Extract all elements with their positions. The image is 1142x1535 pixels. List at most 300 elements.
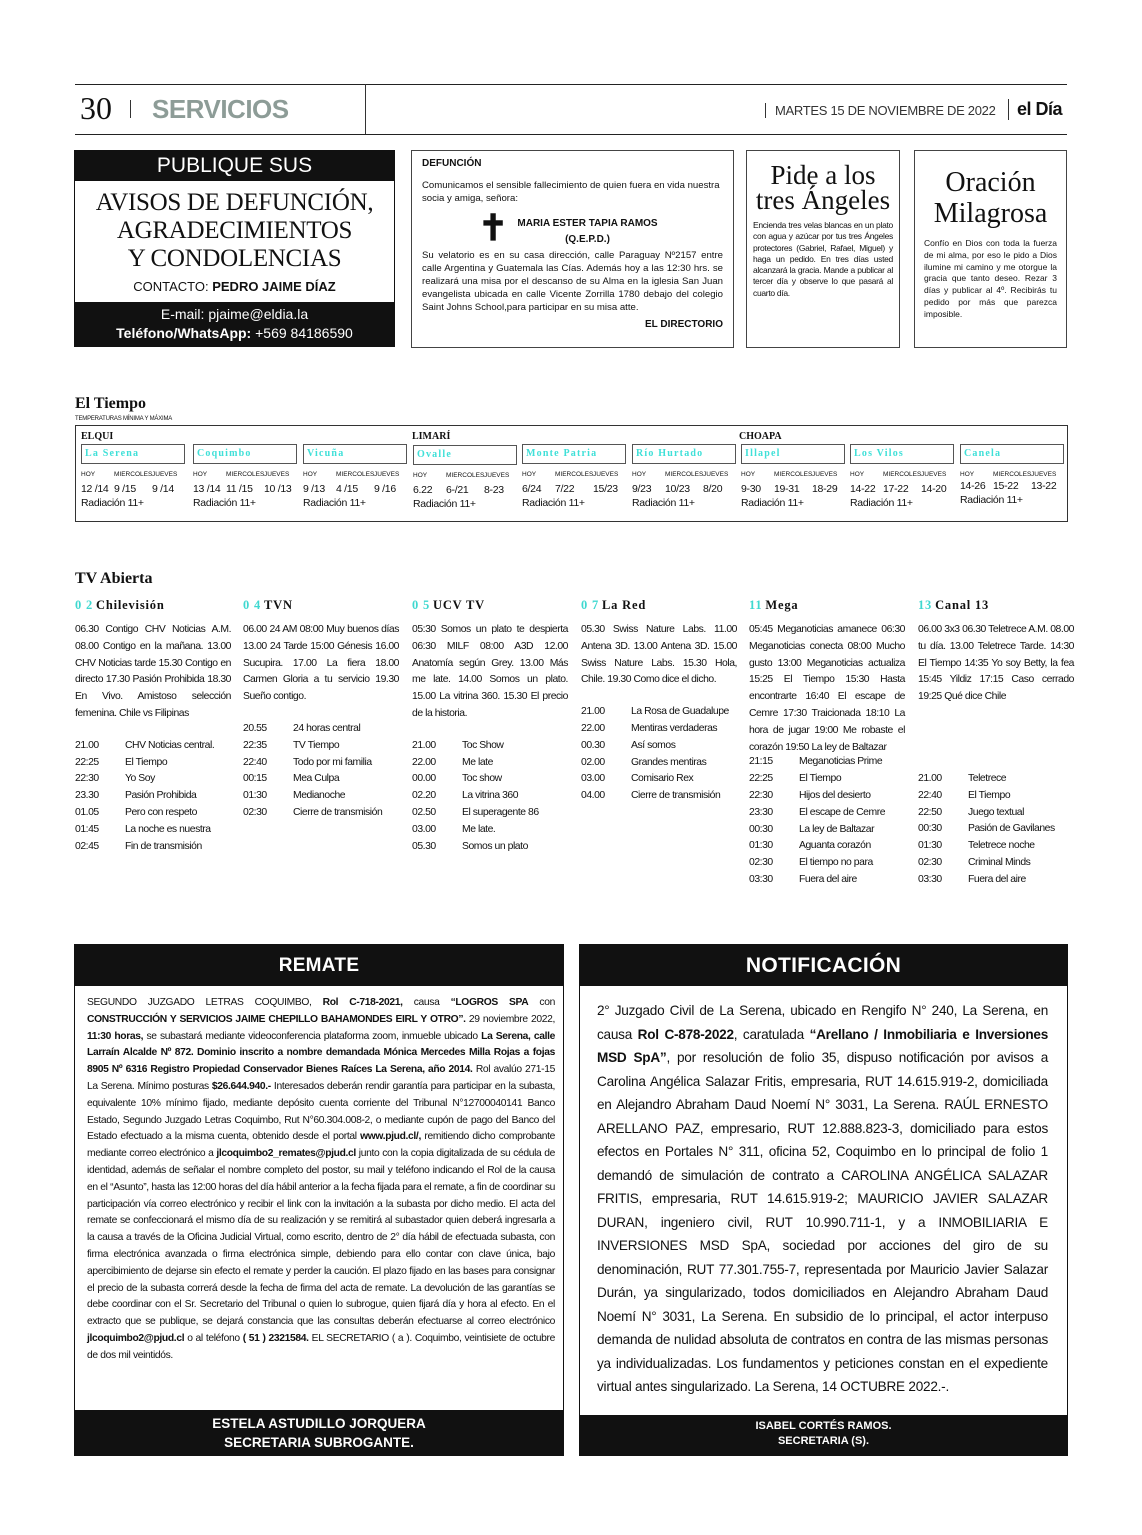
temp-miercoles: 7/22: [555, 483, 575, 495]
day-label: MIERCOLES: [665, 471, 704, 478]
schedule-row: [75, 807, 214, 824]
temp-jueves: 8-23: [484, 484, 504, 496]
body-text: se subastará mediante videoconferencia plataforma zoom, inmueble ubicado: [143, 1030, 482, 1042]
tv-channel: [918, 598, 1074, 891]
show-time: 01:30: [918, 840, 942, 852]
schedule-row: [581, 706, 729, 723]
temp-hoy: 13 /14: [193, 483, 221, 495]
schedule-row: [243, 757, 382, 774]
show-title: Aguanta corazón: [799, 840, 871, 852]
remate-signature: [75, 1410, 563, 1455]
radiation: Radiación 11+: [413, 498, 476, 510]
show-title: Medianoche: [293, 790, 346, 802]
schedule-row: [75, 841, 214, 858]
body-text: junto con la copia digitalizada de su cédula de identidad, además de señalar el nombre completo del postor, su mail y teléfono indicando el Rol de la causa en el “Asunto”, hasta las 12:00 horas del día hábil anterior a la fecha fijada para el remate, a fin de coordinar su participación vía correo electrónico y recibir el link con la invitación a la subasta por dicho medio. El acta del remate se confeccionará el mismo día de su realización y se remitirá al subastador quien deberá ingresarla a la causa a través de la Oficina Judicial Virtual, como escrito, dentro de 2° día hábil de efectuada subasta, con firma electrónica avanzada o firma electrónica simple, debiendo para ello contar con clave única, bajo apercibimiento de dejarse sin efecto el remate y perder la caución. El plazo fijado en las bases para consignar el precio de la subasta correrá desde la fecha de firma del acta de remate. La devolución de las garantías se debe coordinar con el Sr. Secretario del Tribunal o quien lo subrogue, quien fijará día y hora al efecto. En el extracto que se publique, se dejará constancia que las consultas deberán efectuarse al correo electrónico: [87, 1148, 556, 1328]
temp-hoy: 6/24: [522, 483, 542, 495]
show-title: El Tiempo: [968, 789, 1011, 801]
city-name: Illapel: [741, 444, 845, 464]
schedule-row: [412, 740, 539, 757]
show-title: Fin de transmisión: [125, 840, 202, 852]
schedule-row: [581, 773, 729, 790]
weather-city: [960, 444, 1064, 506]
defuncion-signature: EL DIRECTORIO: [645, 319, 723, 330]
day-labels: [522, 471, 626, 478]
channel-name: TVN: [264, 598, 293, 612]
schedule-row: [75, 824, 214, 841]
day-labels: [850, 471, 954, 478]
day-label: JUEVES: [812, 471, 838, 478]
day-label: MIERCOLES: [555, 471, 594, 478]
temp-miercoles: 4 /15: [336, 483, 358, 495]
city-name: Canela: [960, 444, 1064, 464]
body-text: 11:30 horas,: [87, 1030, 144, 1042]
show-title: Criminal Minds: [968, 856, 1031, 868]
show-title: Meganoticias Prime: [799, 756, 883, 768]
channel-description: 05:30 Somos un plato te despierta 06:30 MILF 08:00 A3D 12.00 Anatomía según Grey. 13.00 Más me late. 14.00 Somos un plato. 15.00 La vitrina 360. 15.30 El precio de la historia.: [412, 624, 568, 719]
day-label: MIERCOLES: [114, 471, 153, 478]
channel-header: [918, 598, 1074, 622]
defuncion-notice: [411, 150, 734, 348]
channel-name: UCV TV: [433, 598, 485, 612]
channel-header: [412, 598, 568, 622]
body-text: causa: [402, 997, 451, 1008]
schedule-row: [581, 790, 729, 807]
schedule-row: [412, 757, 539, 774]
show-title: Teletrece noche: [968, 840, 1035, 852]
show-time: 22.00: [412, 756, 436, 768]
angeles-body: Encienda tres velas blancas en un plato con agua y azúcar por tus tres Ángeles protectores (Gabriel, Rafael, Miguel) y haga un pedido. En tres días usted alcanzará la gracia. Mande a publicar al tercer día y observe lo que pasará al cuarto día.: [753, 220, 893, 298]
temp-hoy: 12 /14: [81, 483, 109, 495]
cross-icon: ✝: [478, 207, 509, 248]
remate-heading: REMATE: [75, 945, 563, 986]
show-time: 00.00: [412, 773, 436, 785]
show-time: 21.00: [581, 706, 605, 718]
show-title: La noche es nuestra: [125, 823, 211, 835]
show-title: Toc Show: [462, 739, 504, 751]
weather-city: [81, 444, 185, 509]
body-text: 2° Juzgado Civil de La Serena, ubicado en Rengifo N° 240, La Serena, en causa: [597, 1003, 1048, 1042]
channel-number: 0 7: [581, 598, 600, 612]
body-text: jlcoquimbo2_remates@pjud.cl: [216, 1148, 356, 1160]
show-time: 21.00: [918, 772, 942, 784]
temperatures: [413, 484, 517, 496]
temp-jueves: 13-22: [1031, 480, 1057, 492]
show-time: 02.00: [581, 756, 605, 768]
show-time: 21:15: [749, 756, 773, 768]
channel-number: 13: [918, 598, 933, 612]
body-text: ( 51 ) 2321584.: [242, 1332, 309, 1344]
schedule-row: [75, 773, 214, 790]
weather-city: [522, 444, 626, 509]
phone-number: +569 84186590: [255, 325, 353, 341]
contact-name: PEDRO JAIME DÍAZ: [212, 279, 336, 294]
show-time: 22:50: [918, 806, 942, 818]
body-text: remitiendo dicho comprobante mediante correo electrónico a: [87, 1131, 555, 1160]
show-title: Grandes mentiras: [631, 756, 707, 768]
weather-city: [850, 444, 954, 509]
publique-footer: [75, 302, 394, 346]
temp-hoy: 9-30: [741, 483, 761, 495]
temperatures: [81, 483, 185, 495]
defuncion-body: Su velatorio es en su casa dirección, calle Paraguay Nº2157 entre calle Argentina y Guatemala las Cías. Además hoy a las 12:30 hrs. se realizará una misa por el descanso de su Alma en la iglesia San Juan evangelista ubicada en calle Vicente Zorrilla 1780 debajo del colegio Saint Johns School,para participar en su misa atte.: [422, 250, 723, 313]
channel-number: 0 4: [243, 598, 262, 612]
temp-miercoles: 11 /15: [226, 483, 253, 495]
day-labels: [193, 471, 297, 478]
show-title: Pasión Prohibida: [125, 790, 197, 802]
city-name: Coquimbo: [193, 444, 297, 464]
weather-city: [632, 444, 736, 509]
body-text: SEGUNDO JUZGADO LETRAS COQUIMBO,: [87, 997, 323, 1008]
signature-name: ESTELA ASTUDILLO JORQUERA: [212, 1416, 426, 1431]
show-title: Hijos del desierto: [799, 789, 871, 801]
body-text: EL SECRETARIO ( a ). Coquimbo, veintisiete de octubre de dos mil veintidós.: [87, 1332, 556, 1361]
temperatures: [303, 483, 407, 495]
show-time: 01:30: [749, 840, 773, 852]
city-name: Vicuña: [303, 444, 407, 464]
day-labels: [632, 471, 736, 478]
day-label: MIERCOLES: [226, 471, 265, 478]
region-label: CHOAPA: [739, 431, 782, 442]
weather-title: El Tiempo: [75, 395, 146, 412]
channel-description: 06.00 3x3 06.30 Teletrece A.M. 08.00 tu día. 13.00 Teletrece Tarde. 14:30 El Tiempo 14:35 Yo soy Betty, la fea 15:45 Yildiz 17:15 Caso cerrado 19:25 Qué dice Chile: [918, 624, 1074, 703]
show-title: El Tiempo: [799, 773, 842, 785]
channel-header: [581, 598, 737, 622]
temp-miercoles: 15-22: [993, 480, 1019, 492]
show-title: Cierre de transmisión: [293, 806, 383, 818]
show-time: 22:30: [75, 773, 99, 785]
day-labels: [303, 471, 407, 478]
temp-jueves: 9 /14: [152, 483, 174, 495]
show-time: 03.00: [581, 773, 605, 785]
section-title: SERVICIOS: [152, 94, 289, 124]
radiation: Radiación 11+: [522, 497, 585, 509]
temp-miercoles: 9 /15: [114, 483, 136, 495]
radiation: Radiación 11+: [741, 497, 804, 509]
day-label: MIERCOLES: [774, 471, 813, 478]
show-time: 22:30: [749, 789, 773, 801]
temp-jueves: 18-29: [812, 483, 838, 495]
divider: [365, 84, 366, 134]
temperatures: [960, 480, 1064, 492]
show-title: Cierre de transmisión: [631, 790, 721, 802]
radiation: Radiación 11+: [632, 497, 695, 509]
channel-description: 05:45 Meganoticias amanece 06:30 Meganoticias conecta 08:00 Mucho gusto 13:00 Meganoticias actualiza 15:25 El Tiempo 15:30 Hasta encontrarte 16:40 El escape de Cemre 17:30 Traicionada 18:10 La hora de jugar 19:00 Me robaste el corazón 19:50 La ley de Baltazar: [749, 624, 905, 753]
schedule-row: [412, 841, 539, 858]
channel-name: Chilevisión: [96, 598, 165, 612]
temp-miercoles: 19-31: [774, 483, 800, 495]
day-label: HOY: [193, 471, 208, 478]
show-title: Comisario Rex: [631, 773, 694, 785]
show-time: 22:40: [918, 789, 942, 801]
channel-header: [243, 598, 399, 622]
day-label: HOY: [741, 471, 756, 478]
show-title: Juego textual: [968, 806, 1024, 818]
day-label: JUEVES: [484, 472, 510, 479]
email-link[interactable]: pjaime@eldia.la: [208, 306, 309, 322]
tv-title: TV Abierta: [75, 570, 153, 587]
day-labels: [960, 471, 1064, 478]
contact: [75, 279, 394, 294]
temp-hoy: 9/23: [632, 483, 652, 495]
city-name: La Serena: [81, 444, 185, 464]
show-time: 22:25: [75, 756, 99, 768]
publique-title: [75, 189, 394, 273]
temperatures: [522, 483, 626, 495]
temp-jueves: 8/20: [703, 483, 723, 495]
radiation: Radiación 11+: [303, 497, 366, 509]
day-labels: [741, 471, 845, 478]
body-text: con: [528, 997, 555, 1008]
temp-jueves: 15/23: [593, 483, 618, 495]
tv-channel: [412, 598, 568, 857]
body-text: CONSTRUCCIÓN Y SERVICIOS JAIME CHEPILLO BAHAMONDES EIRL Y OTRO”.: [87, 1013, 466, 1025]
body-text: o al teléfono: [184, 1332, 243, 1344]
schedule-row: [918, 857, 1055, 874]
body-text: Rol avalúo 271-15 La Serena. Mínimo posturas: [87, 1064, 555, 1092]
show-time: 01:45: [75, 823, 99, 835]
top-rule: [75, 84, 1067, 85]
city-name: Ovalle: [413, 445, 517, 465]
schedule-row: [243, 773, 382, 790]
show-title: La Rosa de Guadalupe: [631, 706, 729, 718]
weather-city: [303, 444, 407, 509]
show-time: 21.00: [412, 739, 436, 751]
newspaper-logo: el Día: [1008, 99, 1062, 120]
show-time: 03:30: [918, 873, 942, 885]
deceased-name: [422, 207, 723, 248]
day-label: JUEVES: [374, 471, 400, 478]
show-title: La vitrina 360: [462, 790, 519, 802]
notificacion-heading: NOTIFICACIÓN: [580, 945, 1067, 986]
phone-label: Teléfono/WhatsApp:: [116, 325, 256, 341]
tv-channel: [75, 598, 231, 857]
region-label: LIMARÍ: [412, 431, 451, 442]
channel-number: 0 5: [412, 598, 431, 612]
schedule: [918, 773, 1055, 891]
show-title: 24 horas central: [293, 722, 361, 734]
city-name: Río Hurtado: [632, 444, 736, 464]
day-label: JUEVES: [152, 471, 178, 478]
show-time: 02:30: [243, 806, 267, 818]
signature-title: SECRETARIA (S).: [777, 1435, 870, 1447]
show-time: 00:15: [243, 773, 267, 785]
show-time: 00.30: [581, 739, 605, 751]
show-time: 00:30: [918, 823, 942, 835]
schedule-row: [918, 790, 1055, 807]
schedule-row: [749, 790, 885, 807]
body-text: Interesados deberán rendir garantía para participar en la subasta, equivalente 10% mínimo fijado, mediante depósito cuenta corriente del Tribunal N°12700040141 Banco Estado, Segundo Juzgado Letras Coquimbo, Rut N°60.304.008-2, o mediante cupón de pago del Banco del Estado efectuado a la misma cuenta, obtenido desde el portal: [87, 1080, 555, 1143]
show-time: 02.50: [412, 806, 436, 818]
radiation: Radiación 11+: [81, 497, 144, 509]
body-text: jlcoquimbo2@pjud.cl: [87, 1332, 185, 1344]
temp-jueves: 14-20: [921, 483, 947, 495]
schedule-row: [749, 756, 885, 773]
schedule: [243, 723, 382, 824]
channel-number: 11: [749, 598, 763, 612]
city-name: Los Vilos: [850, 444, 954, 464]
show-time: 04.00: [581, 790, 605, 802]
show-time: 23:30: [749, 806, 773, 818]
temp-miercoles: 10/23: [665, 483, 690, 495]
day-label: HOY: [522, 471, 537, 478]
show-time: 01:30: [243, 790, 267, 802]
remate-notice: [74, 944, 564, 1456]
body-text: Rol C-878-2022: [637, 1026, 734, 1042]
page-number: 30: [80, 90, 112, 126]
name: MARIA ESTER TAPIA RAMOS: [517, 218, 658, 229]
show-time: 23.30: [75, 790, 99, 802]
day-label: JUEVES: [593, 471, 619, 478]
channel-name: Canal 13: [935, 598, 990, 612]
day-label: HOY: [960, 471, 975, 478]
show-title: El superagente 86: [462, 806, 539, 818]
show-time: 03:30: [749, 873, 773, 885]
notificacion-signature: [580, 1415, 1067, 1455]
show-time: 02:30: [749, 857, 773, 869]
show-time: 21.00: [75, 739, 99, 751]
divider: [130, 100, 131, 118]
temperatures: [193, 483, 297, 495]
schedule-row: [749, 857, 885, 874]
show-title: El Tiempo: [125, 756, 168, 768]
title-line: AGRADECIMIENTOS: [116, 217, 353, 244]
schedule-row: [412, 773, 539, 790]
day-label: MIERCOLES: [883, 471, 922, 478]
schedule-row: [918, 874, 1055, 891]
tv-channel: [243, 598, 399, 824]
schedule-row: [581, 740, 729, 757]
body-text: “Arellano / Inmobiliaria e Inversiones MSD SpA”: [597, 1026, 1049, 1065]
schedule-row: [749, 773, 885, 790]
publique-heading: PUBLIQUE SUS: [75, 151, 394, 181]
channel-description: 06.30 Contigo CHV Noticias A.M. 08.00 Contigo en la mañana. 13.00 CHV Noticias tarde 15.30 Contigo en directo 17.30 Pasión Prohibida 18.30 En Vivo. Amistoso selección femenina. Chile vs Filipinas: [75, 624, 231, 719]
channel-header: [75, 598, 231, 622]
day-label: MIERCOLES: [446, 472, 485, 479]
temp-hoy: 14-22: [850, 483, 876, 495]
schedule-row: [749, 824, 885, 841]
radiation: Radiación 11+: [850, 497, 913, 509]
schedule-row: [749, 840, 885, 857]
schedule: [75, 740, 214, 858]
show-title: Me late.: [462, 823, 496, 835]
day-label: HOY: [303, 471, 318, 478]
schedule-row: [412, 790, 539, 807]
show-title: La ley de Baltazar: [799, 823, 875, 835]
show-time: 02.20: [412, 790, 436, 802]
show-title: Fuera del aire: [968, 873, 1026, 885]
schedule-row: [918, 840, 1055, 857]
show-title: El tiempo no para: [799, 857, 873, 869]
show-title: Mea Culpa: [293, 773, 340, 785]
show-title: Toc show: [462, 773, 502, 785]
schedule-row: [75, 790, 214, 807]
day-label: MIERCOLES: [993, 471, 1032, 478]
signature-name: ISABEL CORTÉS RAMOS.: [755, 1420, 892, 1432]
channel-number: 0 2: [75, 598, 94, 612]
day-label: JUEVES: [921, 471, 947, 478]
weather-table: [75, 425, 1068, 522]
angeles-ad: [746, 150, 900, 348]
temp-jueves: 9 /16: [374, 483, 396, 495]
schedule-row: [918, 773, 1055, 790]
notificacion-body: [580, 986, 1067, 1399]
show-title: Somos un plato: [462, 840, 528, 852]
schedule: [581, 706, 729, 807]
schedule: [412, 740, 539, 858]
show-title: Pasión de Gavilanes: [968, 823, 1055, 835]
schedule-row: [412, 807, 539, 824]
radiation: Radiación 11+: [193, 497, 256, 509]
body-text: “LOGROS SPA: [450, 997, 529, 1008]
show-title: Fuera del aire: [799, 873, 857, 885]
tv-channel: [581, 598, 737, 807]
oracion-body: Confío en Dios con toda la fuerza de mi alma, por eso le pido a Dios ilumine mi camino y me otorgue la gracia que tanto deseo. Rezar 3 días y publicar al 4º. Recibirás tu pedido por más que parezca imposible.: [924, 238, 1057, 319]
day-labels: [81, 471, 185, 478]
show-title: Todo por mi familia: [293, 756, 372, 768]
angeles-title: Pide a los tres Ángeles: [755, 160, 891, 215]
day-label: JUEVES: [264, 471, 290, 478]
show-time: 01.05: [75, 806, 99, 818]
weather-city: [193, 444, 297, 509]
show-title: Teletrece: [968, 772, 1007, 784]
channel-description: 06.00 24 AM 08:00 Muy buenos días 13.00 24 Tarde 15:00 Génesis 16.00 Sucupira. 17.00 La fiera 18.00 Carmen Gloria a tu servicio 19.30 Sueño contigo.: [243, 624, 399, 703]
publique-ad: [74, 150, 395, 347]
qepd: (Q.E.P.D.): [565, 234, 610, 245]
title-line: Y CONDOLENCIAS: [127, 245, 342, 272]
issue-date: MARTES 15 DE NOVIEMBRE DE 2022: [765, 103, 996, 118]
temp-hoy: 6.22: [413, 484, 433, 496]
show-time: 00:30: [749, 823, 773, 835]
region-label: ELQUI: [81, 431, 114, 442]
show-time: 20.55: [243, 722, 267, 734]
show-title: El escape de Cemre: [799, 806, 886, 818]
schedule-row: [75, 757, 214, 774]
show-title: Yo Soy: [125, 773, 155, 785]
show-time: 02:30: [918, 856, 942, 868]
show-time: 05.30: [412, 840, 436, 852]
schedule-row: [749, 874, 885, 891]
day-label: JUEVES: [703, 471, 729, 478]
show-time: 22:40: [243, 756, 267, 768]
title-line: AVISOS DE DEFUNCIÓN,: [95, 189, 374, 216]
show-title: Así somos: [631, 739, 676, 751]
remate-body: [75, 986, 563, 1365]
day-labels: [413, 472, 517, 479]
weather-city: [741, 444, 845, 509]
schedule: [749, 756, 885, 890]
weather-subtitle: TEMPERATURAS MÍNIMA Y MÁXIMA: [75, 416, 173, 422]
body-text: www.pjud.cl/,: [360, 1131, 421, 1143]
body-text: 29 noviembre 2022,: [465, 1013, 556, 1025]
city-name: Monte Patria: [522, 444, 626, 464]
show-time: 22.00: [581, 722, 605, 734]
schedule-row: [243, 790, 382, 807]
body-text: La Serena, calle Larraín Alcalde Nº 872. Dominio inscrito a nombre demandada Mónica Mercedes Milla Rojas a fojas 8905 Nº 6316 Registro Propiedad Conservador Bienes Raíces La Serena, año 2014.: [87, 1030, 555, 1076]
body-text: , por resolución de folio 35, dispuso notificación por avisos a Carolina Angélica Salazar Fritis, empresaria, RUT 14.615.919-2, domiciliada en Alejandro Abraham Daud Noemí N° 3031, La Serena. RAÚL ERNESTO ARELLANO PAZ, empresario, RUT 12.888.823-3, domiciliado para estos efectos en Portales N° 311, oficina 52, Coquimbo en lo principal de folio 1 demandó de simulación de contrato a CAROLINA ANGÉLICA SALAZAR FRITIS, empresaria, RUT 14.615.919-2; MAURICIO JAVIER SALAZAR DURAN, ingeniero civil, RUT 10.990.711-1, y a INMOBILIARIA E INVERSIONES MSD SpA, sociedad por acciones del giro de su denominación, RUT 77.301.755-7, representada por Mauricio Javier Salazar Durán, ya singularizado, todos domiciliados en Alejandro Abraham Daud Noemí N° 3031, La Serena. En subsidio de lo principal, el actor interpuso demanda de nulidad absoluta de contratos en contra de las mismas personas ya individualizadas. Los fundamentos y peticiones constan en el expediente virtual antes singularizado. La Serena, 14 OCTUBRE 2022.-.: [597, 1050, 1048, 1394]
schedule-row: [749, 807, 885, 824]
header-rule: [75, 134, 1067, 135]
schedule-row: [918, 807, 1055, 824]
contact-label: CONTACTO:: [133, 279, 213, 294]
signature-title: SECRETARIA SUBROGANTE.: [224, 1435, 414, 1450]
defuncion-intro: Comunicamos el sensible fallecimiento de quien fuera en vida nuestra socia y amiga, señora:: [422, 180, 720, 204]
temp-miercoles: 17-22: [883, 483, 909, 495]
schedule-row: [581, 723, 729, 740]
show-title: CHV Noticias central.: [125, 739, 215, 751]
channel-name: La Red: [602, 598, 647, 612]
oracion-ad: [914, 150, 1067, 348]
schedule-row: [243, 740, 382, 757]
